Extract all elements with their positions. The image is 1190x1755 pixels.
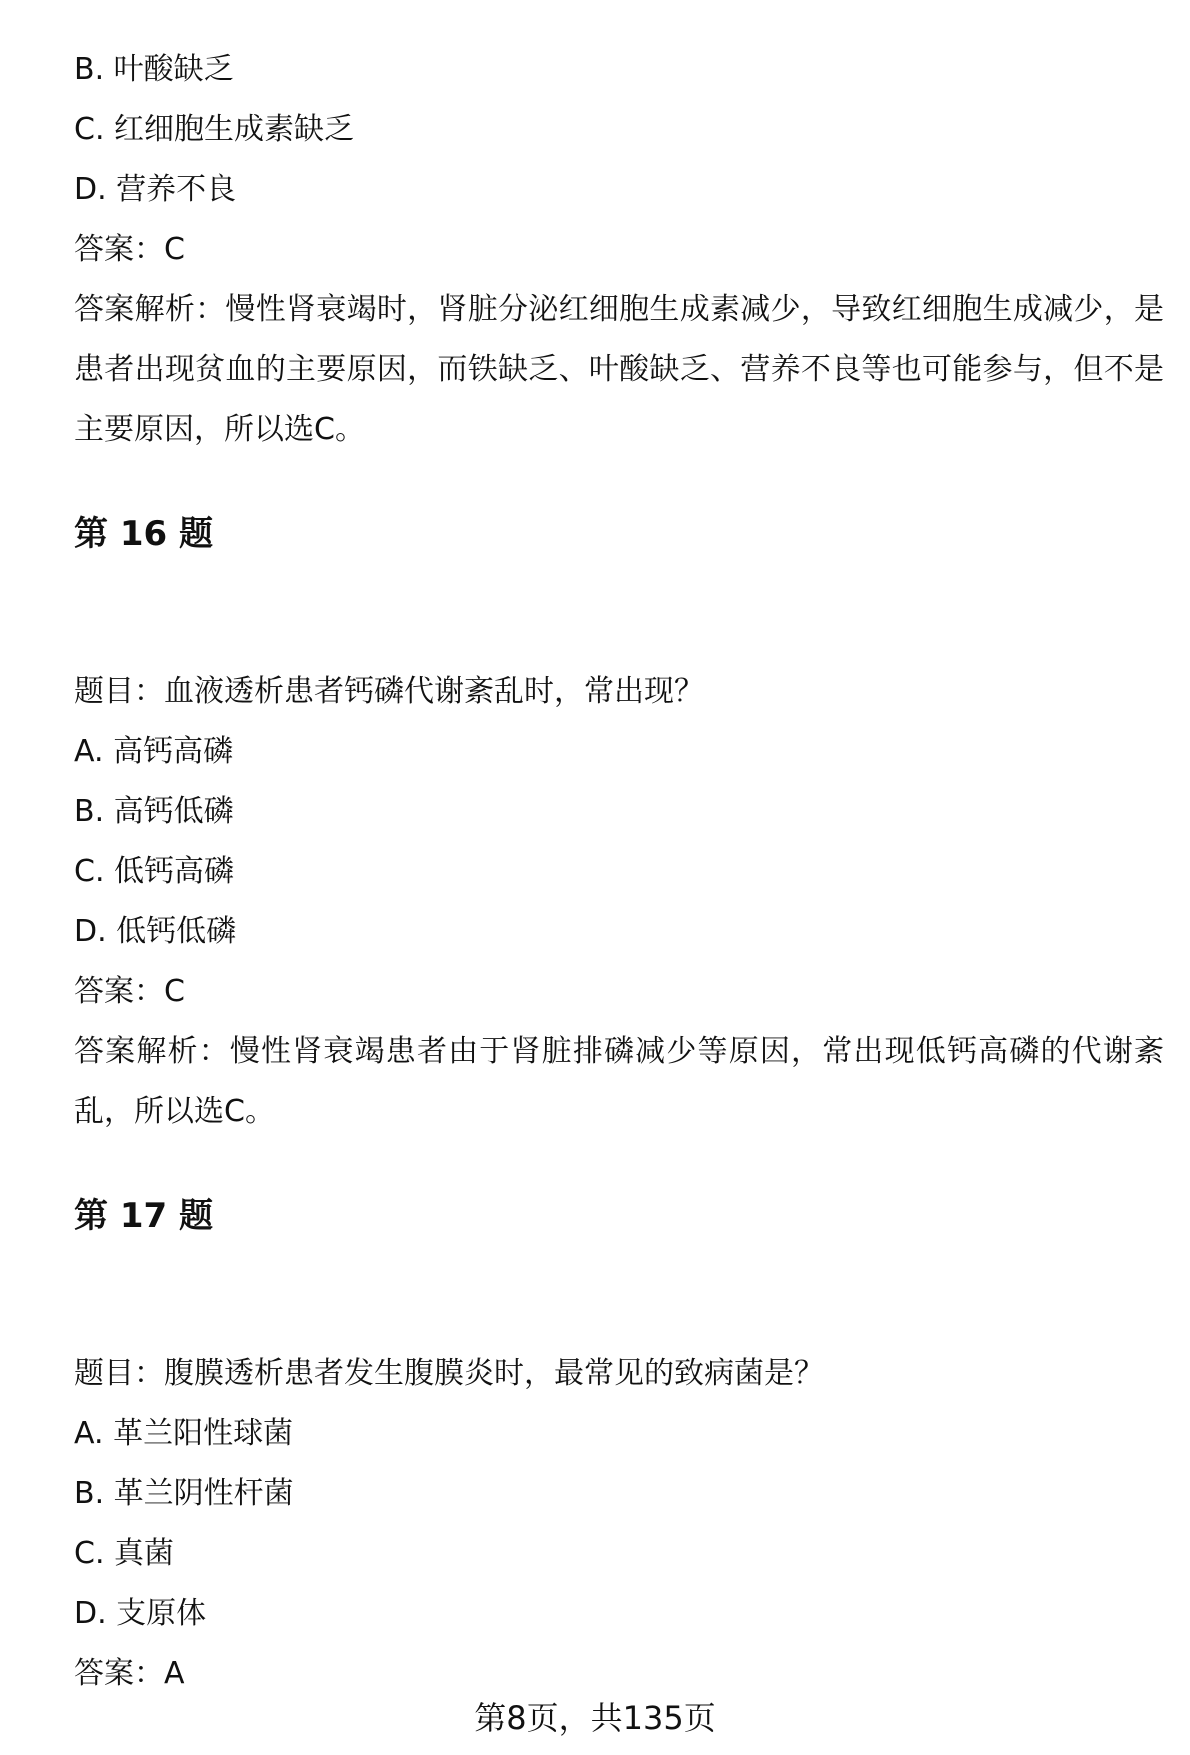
option-b: B. 革兰阴性杆菌 [74,1476,294,1511]
answer: 答案：C [74,974,185,1009]
answer: 答案：A [74,1656,185,1691]
page-number: 第8页，共135页 [474,1699,716,1737]
option-d: D. 支原体 [74,1596,207,1631]
answer-analysis: 答案解析：慢性肾衰竭时，肾脏分泌红细胞生成素减少，导致红细胞生成减少，是患者出现贫血的主要原因，而铁缺乏、叶酸缺乏、营养不良等也可能参与，但不是主要原因，所以选C。 [74,292,1164,447]
option-a: A. 高钙高磷 [74,734,234,769]
question-text: 题目：腹膜透析患者发生腹膜炎时，最常见的致病菌是？ [74,1356,824,1391]
option-a: A. 革兰阳性球菌 [74,1416,294,1451]
question-text: 题目：血液透析患者钙磷代谢紊乱时，常出现？ [74,674,704,709]
answer-analysis: 答案解析：慢性肾衰竭患者由于肾脏排磷减少等原因，常出现低钙高磷的代谢紊乱，所以选C。 [74,1034,1164,1129]
option-c: C. 真菌 [74,1536,175,1571]
option-b: B. 高钙低磷 [74,794,234,829]
question-heading-17: 第 17 题 [74,1196,213,1236]
option-c: C. 红细胞生成素缺乏 [74,112,355,147]
option-d: D. 营养不良 [74,172,237,207]
question-heading-16: 第 16 题 [74,514,213,554]
option-d: D. 低钙低磷 [74,914,237,949]
option-c: C. 低钙高磷 [74,854,235,889]
option-b: B. 叶酸缺乏 [74,52,234,87]
answer: 答案：C [74,232,185,267]
